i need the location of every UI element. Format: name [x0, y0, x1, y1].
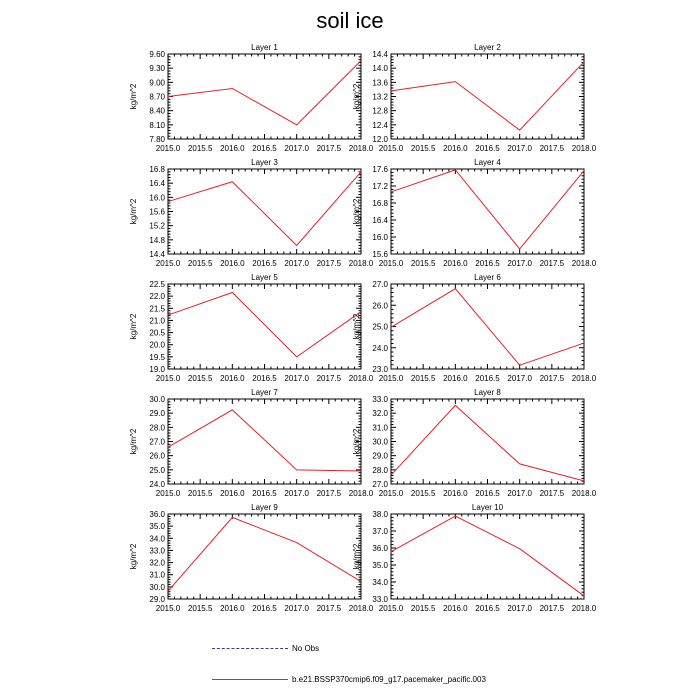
- x-tick-label: 2018.0: [348, 604, 374, 613]
- x-tick-label: 2016.0: [220, 374, 245, 383]
- x-tick-label: 2017.0: [507, 604, 532, 613]
- panel-layer-3: [129, 158, 374, 268]
- x-tick-label: 2016.5: [475, 489, 500, 498]
- y-axis-label: kg/m^2: [352, 198, 361, 225]
- panel-title: Layer 7: [251, 388, 278, 397]
- y-tick-label: 19.0: [149, 365, 165, 374]
- x-tick-label: 2017.5: [316, 604, 342, 613]
- x-tick-label: 2016.5: [252, 374, 277, 383]
- x-tick-label: 2016.5: [252, 144, 277, 153]
- no-obs-dashed-line-icon: [212, 648, 288, 649]
- x-tick-label: 2017.0: [507, 374, 532, 383]
- y-tick-label: 30.0: [372, 437, 388, 447]
- x-tick-label: 2016.5: [252, 604, 277, 613]
- x-tick-label: 2015.5: [410, 604, 436, 613]
- y-tick-label: 9.00: [149, 78, 165, 88]
- series-line: [168, 410, 361, 471]
- x-tick-label: 2016.0: [220, 489, 245, 498]
- x-tick-label: 2017.0: [507, 259, 532, 268]
- y-tick-label: 13.6: [372, 78, 388, 88]
- panel-title: Layer 4: [474, 158, 501, 167]
- y-axis-label: kg/m^2: [129, 83, 138, 110]
- series-line: [168, 517, 361, 591]
- y-axis-label: kg/m^2: [129, 428, 138, 455]
- y-tick-label: 9.30: [149, 64, 165, 74]
- x-tick-label: 2015.5: [187, 259, 213, 268]
- x-tick-label: 2016.0: [443, 144, 468, 153]
- y-tick-label: 32.0: [372, 409, 388, 419]
- y-tick-label: 15.6: [372, 250, 388, 259]
- y-tick-label: 30.0: [149, 395, 165, 404]
- panel-layer-10: [352, 503, 597, 613]
- y-tick-label: 23.0: [372, 365, 388, 374]
- plot-frame: [391, 514, 584, 599]
- y-tick-label: 8.70: [149, 92, 165, 102]
- x-tick-label: 2016.0: [443, 604, 468, 613]
- panel-layer-6: [352, 273, 597, 383]
- x-tick-label: 2017.0: [507, 489, 532, 498]
- x-tick-label: 2015.0: [155, 259, 181, 268]
- x-tick-label: 2015.0: [155, 374, 181, 383]
- x-tick-label: 2017.5: [316, 374, 342, 383]
- y-tick-label: 31.0: [372, 423, 388, 433]
- y-axis-label: kg/m^2: [352, 543, 361, 570]
- plot-frame: [168, 54, 361, 139]
- y-tick-label: 9.60: [149, 50, 165, 59]
- y-tick-label: 27.0: [372, 480, 388, 489]
- series-line: [168, 293, 361, 357]
- panel-title: Layer 10: [471, 503, 504, 512]
- x-tick-label: 2015.5: [410, 259, 436, 268]
- x-tick-label: 2018.0: [571, 374, 597, 383]
- x-tick-label: 2017.0: [284, 144, 309, 153]
- y-tick-label: 33.0: [372, 395, 388, 404]
- x-tick-label: 2017.5: [539, 144, 565, 153]
- y-tick-label: 14.4: [149, 250, 165, 259]
- y-tick-label: 7.80: [149, 135, 165, 144]
- y-axis-label: kg/m^2: [352, 83, 361, 110]
- x-tick-label: 2018.0: [571, 489, 597, 498]
- series-line: [391, 289, 584, 366]
- plot-frame: [168, 514, 361, 599]
- x-tick-label: 2016.0: [443, 489, 468, 498]
- x-tick-label: 2015.0: [155, 489, 181, 498]
- x-tick-label: 2015.0: [378, 604, 404, 613]
- x-tick-label: 2015.5: [187, 144, 213, 153]
- x-tick-label: 2015.5: [187, 489, 213, 498]
- y-tick-label: 16.4: [372, 216, 388, 225]
- y-tick-label: 21.0: [149, 316, 165, 326]
- y-axis-label: kg/m^2: [352, 428, 361, 455]
- y-tick-label: 16.0: [372, 233, 388, 242]
- y-tick-label: 20.0: [149, 340, 165, 350]
- panel-layer-1: [129, 43, 374, 153]
- y-tick-label: 14.8: [149, 235, 165, 245]
- y-tick-label: 8.10: [149, 120, 165, 130]
- y-tick-label: 15.2: [149, 221, 165, 231]
- x-tick-label: 2017.5: [539, 489, 565, 498]
- x-tick-label: 2017.5: [539, 374, 565, 383]
- y-tick-label: 27.0: [149, 437, 165, 447]
- y-tick-label: 32.0: [149, 558, 165, 568]
- plot-frame: [168, 284, 361, 369]
- series-line: [391, 516, 584, 596]
- x-tick-label: 2015.5: [187, 374, 213, 383]
- panel-layer-5: [129, 273, 374, 383]
- x-tick-label: 2016.0: [220, 604, 245, 613]
- y-axis-label: kg/m^2: [129, 198, 138, 225]
- panel-title: Layer 1: [251, 43, 278, 52]
- panel-layer-2: [352, 43, 597, 153]
- y-tick-label: 38.0: [372, 510, 388, 519]
- x-tick-label: 2017.5: [316, 489, 342, 498]
- x-tick-label: 2016.5: [475, 144, 500, 153]
- plot-frame: [168, 169, 361, 254]
- y-tick-label: 36.0: [372, 544, 388, 553]
- panel-layer-7: [129, 388, 374, 498]
- legend-no-obs-label: No Obs: [292, 644, 320, 653]
- x-tick-label: 2017.0: [284, 489, 309, 498]
- y-tick-label: 28.0: [372, 465, 388, 475]
- y-tick-label: 37.0: [372, 527, 388, 536]
- plot-frame: [168, 399, 361, 484]
- figure-title: soil ice: [316, 8, 384, 33]
- legend: [0, 640, 700, 690]
- y-tick-label: 16.4: [149, 179, 165, 189]
- y-tick-label: 34.0: [149, 534, 165, 544]
- x-tick-label: 2017.0: [284, 259, 309, 268]
- x-tick-label: 2017.0: [284, 604, 309, 613]
- series-line: [168, 61, 361, 125]
- y-tick-label: 24.0: [372, 343, 388, 353]
- x-tick-label: 2016.0: [220, 259, 245, 268]
- y-tick-label: 29.0: [372, 451, 388, 461]
- y-tick-label: 12.0: [372, 135, 388, 144]
- x-tick-label: 2015.5: [187, 604, 213, 613]
- series-solid-line-icon: [212, 679, 288, 680]
- x-tick-label: 2017.5: [539, 259, 565, 268]
- x-tick-label: 2015.5: [410, 489, 436, 498]
- panel-title: Layer 6: [474, 273, 501, 282]
- x-tick-label: 2015.5: [410, 144, 436, 153]
- y-tick-label: 13.2: [372, 92, 388, 102]
- x-tick-label: 2018.0: [348, 374, 374, 383]
- y-tick-label: 29.0: [149, 409, 165, 419]
- legend-series-label: b.e21.BSSP370cmip6.f09_g17.pacemaker_pacific.003: [292, 675, 486, 684]
- y-tick-label: 33.0: [149, 546, 165, 556]
- y-tick-label: 17.6: [372, 165, 388, 174]
- y-tick-label: 16.0: [149, 193, 165, 203]
- x-tick-label: 2018.0: [348, 489, 374, 498]
- x-tick-label: 2015.0: [378, 374, 404, 383]
- y-tick-label: 25.0: [149, 465, 165, 475]
- x-tick-label: 2018.0: [571, 144, 597, 153]
- y-tick-label: 30.0: [149, 582, 165, 592]
- plot-frame: [391, 54, 584, 139]
- plot-frame: [391, 399, 584, 484]
- x-tick-label: 2015.0: [378, 144, 404, 153]
- y-tick-label: 26.0: [372, 301, 388, 311]
- y-tick-label: 19.5: [149, 352, 165, 362]
- series-line: [391, 62, 584, 130]
- x-tick-label: 2015.0: [378, 259, 404, 268]
- y-tick-label: 14.4: [372, 50, 388, 59]
- y-tick-label: 34.0: [372, 578, 388, 587]
- x-tick-label: 2016.0: [443, 374, 468, 383]
- y-tick-label: 21.5: [149, 304, 165, 314]
- y-tick-label: 22.5: [149, 280, 165, 289]
- y-tick-label: 14.0: [372, 64, 388, 74]
- x-tick-label: 2018.0: [348, 259, 374, 268]
- y-tick-label: 16.8: [372, 199, 388, 208]
- y-tick-label: 36.0: [149, 510, 165, 519]
- x-tick-label: 2017.5: [316, 259, 342, 268]
- x-tick-label: 2015.5: [410, 374, 436, 383]
- y-tick-label: 24.0: [149, 480, 165, 489]
- y-axis-label: kg/m^2: [129, 543, 138, 570]
- y-tick-label: 35.0: [372, 561, 388, 570]
- y-tick-label: 31.0: [149, 570, 165, 580]
- y-tick-label: 17.2: [372, 182, 388, 191]
- x-tick-label: 2016.0: [220, 144, 245, 153]
- panel-layer-9: [129, 503, 374, 613]
- x-tick-label: 2018.0: [571, 604, 597, 613]
- panel-title: Layer 5: [251, 273, 278, 282]
- y-tick-label: 35.0: [149, 522, 165, 532]
- panel-title: Layer 8: [474, 388, 501, 397]
- series-line: [391, 405, 584, 481]
- y-tick-label: 28.0: [149, 423, 165, 433]
- x-tick-label: 2016.0: [443, 259, 468, 268]
- x-tick-label: 2017.5: [539, 604, 565, 613]
- x-tick-label: 2017.0: [284, 374, 309, 383]
- x-tick-label: 2016.5: [252, 489, 277, 498]
- x-tick-label: 2017.0: [507, 144, 532, 153]
- x-tick-label: 2015.0: [378, 489, 404, 498]
- y-axis-label: kg/m^2: [352, 313, 361, 340]
- y-tick-label: 16.8: [149, 165, 165, 174]
- panel-title: Layer 3: [251, 158, 278, 167]
- x-tick-label: 2015.0: [155, 604, 181, 613]
- y-tick-label: 33.0: [372, 595, 388, 604]
- y-tick-label: 12.4: [372, 120, 388, 130]
- y-axis-label: kg/m^2: [129, 313, 138, 340]
- y-tick-label: 8.40: [149, 106, 165, 116]
- y-tick-label: 15.6: [149, 207, 165, 217]
- x-tick-label: 2015.0: [155, 144, 181, 153]
- legend-item-no-obs: [212, 644, 319, 653]
- y-tick-label: 27.0: [372, 280, 388, 289]
- y-tick-label: 12.8: [372, 106, 388, 116]
- y-tick-label: 22.0: [149, 292, 165, 302]
- x-tick-label: 2016.5: [252, 259, 277, 268]
- panel-layer-4: [352, 158, 597, 268]
- panel-title: Layer 2: [474, 43, 501, 52]
- y-tick-label: 26.0: [149, 451, 165, 461]
- y-tick-label: 29.0: [149, 595, 165, 604]
- y-tick-label: 20.5: [149, 328, 165, 338]
- y-tick-label: 25.0: [372, 322, 388, 332]
- x-tick-label: 2016.5: [475, 604, 500, 613]
- x-tick-label: 2016.5: [475, 374, 500, 383]
- panel-title: Layer 9: [251, 503, 278, 512]
- series-line: [168, 172, 361, 246]
- panel-layer-8: [352, 388, 597, 498]
- series-line: [391, 170, 584, 249]
- x-tick-label: 2017.5: [316, 144, 342, 153]
- x-tick-label: 2016.5: [475, 259, 500, 268]
- x-tick-label: 2018.0: [348, 144, 374, 153]
- x-tick-label: 2018.0: [571, 259, 597, 268]
- legend-item-series: [212, 675, 486, 684]
